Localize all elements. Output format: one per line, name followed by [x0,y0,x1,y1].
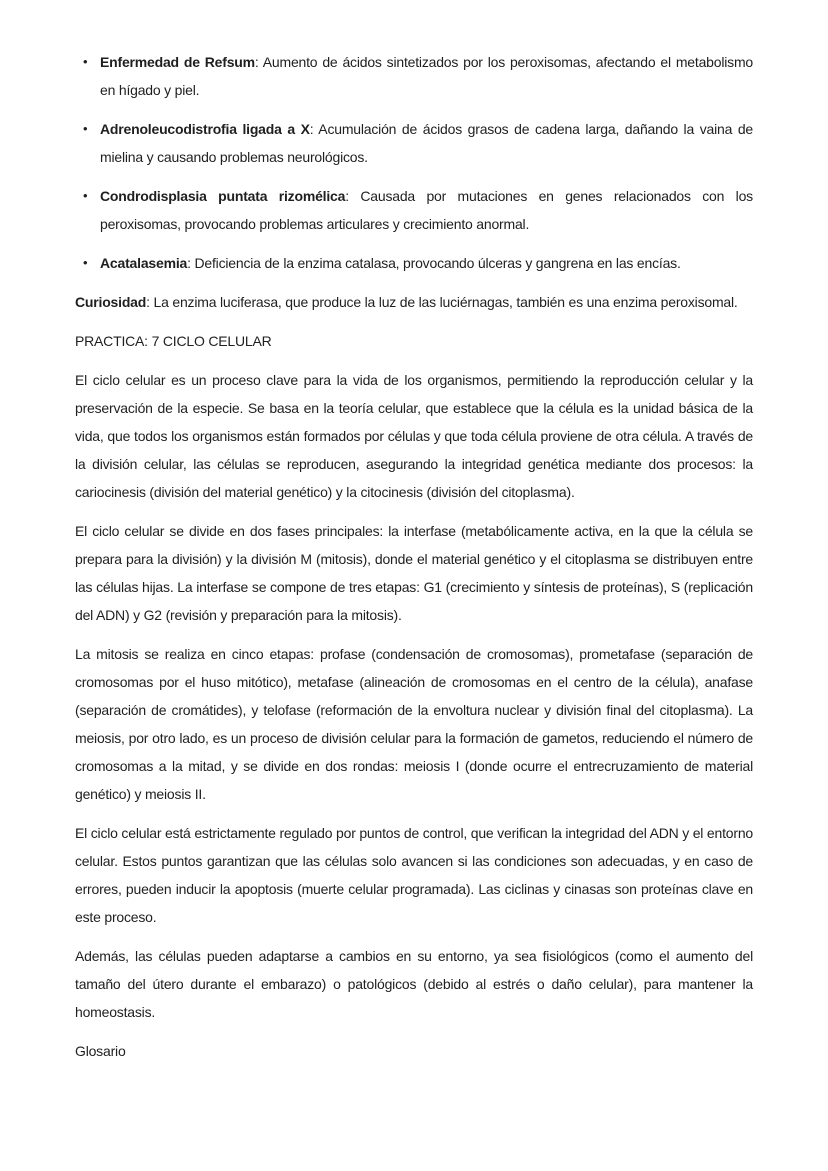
list-item [75,115,753,171]
disease-description: : Aumento de ácidos sintetizados por los peroxisomas, afectando el metabolismo en hígado y piel. [100,54,753,98]
bullet-icon: • [83,188,88,203]
list-item [75,182,753,238]
paragraph-adaptation: Además, las células pueden adaptarse a cambios en su entorno, ya sea fisiológicos (como el aumento del tamaño del útero durante el embarazo) o patológicos (debido al estrés o daño celular), para mantener la homeostasis. [75,948,753,1020]
paragraph-mitosis-meiosis: La mitosis se realiza en cinco etapas: profase (condensación de cromosomas), prometafase (separación de cromosomas por el huso mitótico), metafase (alineación de cromosomas en el centro de la célula), anafase (separación de cromátides), y telofase (reformación de la envoltura nuclear y división final del citoplasma). La meiosis, por otro lado, es un proceso de división celular para la formación de gametos, reduciendo el número de cromosomas a la mitad, y se divide en dos rondas: meiosis I (donde ocurre el entrecruzamiento de material genético) y meiosis II. [75,646,753,802]
bullet-icon: • [83,54,88,69]
curiosity-paragraph [75,288,753,316]
list-item [75,249,753,277]
bullet-icon: • [83,255,88,270]
paragraph-checkpoints: El ciclo celular está estrictamente regulado por puntos de control, que verifican la integridad del ADN y el entorno celular. Estos puntos garantizan que las células solo avancen si las condiciones son adecuadas, y en caso de errores, pueden inducir la apoptosis (muerte celular programada). Las ciclinas y cinasas son proteínas clave en este proceso. [75,825,753,925]
disease-description: : Causada por mutaciones en genes relacionados con los peroxisomas, provocando problemas articulares y crecimiento anormal. [100,188,753,232]
glossary-heading: Glosario [75,1043,126,1059]
paragraph-cell-cycle-intro: El ciclo celular es un proceso clave para la vida de los organismos, permitiendo la reproducción celular y la preservación de la especie. Se basa en la teoría celular, que establece que la célula es la unidad básica de la vida, que todos los organismos están formados por células y que toda célula proviene de otra célula. A través de la división celular, las células se reproducen, asegurando la integridad genética mediante dos procesos: la cariocinesis (división del material genético) y la citocinesis (división del citoplasma). [75,372,753,500]
curiosity-term: Curiosidad [75,294,147,310]
paragraph-cell-cycle-phases: El ciclo celular se divide en dos fases principales: la interfase (metabólicamente activa, en la que la célula se prepara para la división) y la división M (mitosis), donde el material genético y el citoplasma se distribuyen entre las células hijas. La interfase se compone de tres etapas: G1 (crecimiento y síntesis de proteínas), S (replicación del ADN) y G2 (revisión y preparación para la mitosis). [75,523,753,623]
disease-term: Acatalasemia [100,255,188,271]
disease-term: Adrenoleucodistrofia ligada a X [100,121,310,137]
practice-heading: PRACTICA: 7 CICLO CELULAR [75,333,272,349]
curiosity-text: : La enzima luciferasa, que produce la luz de las luciérnagas, también es una enzima peroxisomal. [146,294,738,310]
disease-bullet-list [75,48,753,277]
disease-term: Condrodisplasia puntata rizomélica [100,188,346,204]
disease-description: : Deficiencia de la enzima catalasa, provocando úlceras y gangrena en las encías. [187,255,681,271]
list-item [75,48,753,104]
disease-description: : Acumulación de ácidos grasos de cadena larga, dañando la vaina de mielina y causando problemas neurológicos. [100,121,753,165]
bullet-icon: • [83,121,88,136]
disease-term: Enfermedad de Refsum [100,54,255,70]
